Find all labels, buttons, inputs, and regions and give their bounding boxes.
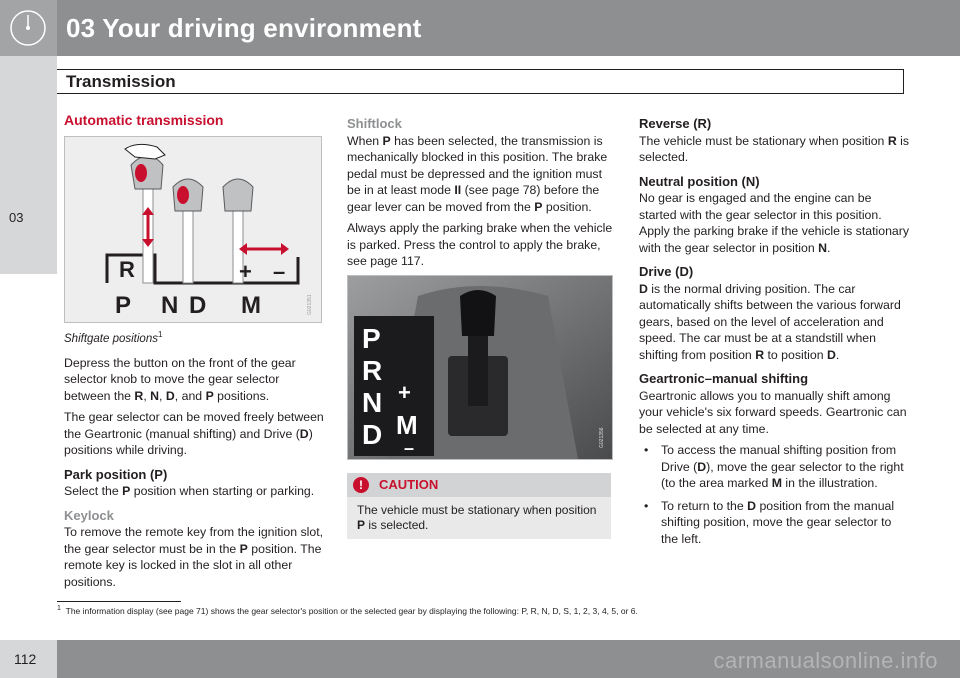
gear-selector-image <box>348 276 612 459</box>
shiftgate-illustration <box>64 136 322 323</box>
section-title: Transmission <box>66 72 176 91</box>
figure-code: G021351 <box>307 293 313 315</box>
chapter-number: 03 <box>9 210 24 225</box>
paragraph-neutral: No gear is engaged and the engine can be started with the gear selector in this position. Apply the parking brake if the vehicle is stationary with the gear selector in position N. <box>639 191 909 255</box>
watermark: carmanualsonline.info <box>713 648 938 673</box>
section-bar <box>57 69 904 94</box>
footnote-number: 1 <box>57 605 61 612</box>
paragraph-shiftlock: When P has been selected, the transmission is mechanically blocked in this position. The brake pedal must be depressed and the ignition must be in at least mode II (see page 78) before the gear lever can be moved from the P position. <box>347 133 608 214</box>
section-drive <box>639 264 909 363</box>
photo-label-p: P <box>362 322 381 354</box>
column-3 <box>639 112 909 553</box>
gate-label-minus: – <box>273 258 286 284</box>
paragraph-park: Select the P position when starting or parking. <box>64 484 315 499</box>
list-item: • To access the manual shifting position from Drive (D), move the gear selector to the right (to the area marked M in the illustration. <box>639 442 909 492</box>
heading-geartronic: Geartronic–manual shifting <box>639 371 809 386</box>
section-geartronic <box>639 371 909 547</box>
list-item: • To return to the D position from the manual shifting position, move the gear selector to the left. <box>639 498 909 548</box>
warning-icon: ! <box>353 477 369 493</box>
gate-label-plus: + <box>239 258 252 284</box>
page-number-box <box>0 640 57 678</box>
section-park <box>64 467 326 500</box>
section-neutral <box>639 174 909 257</box>
paragraph-geartronic: Geartronic allows you to manually shift among your vehicle's six forward speeds. Geartronic can be selected at any time. <box>639 388 907 436</box>
speedometer-icon <box>0 0 57 56</box>
photo-label-r: R <box>362 354 383 386</box>
footnote <box>57 605 638 616</box>
heading-neutral: Neutral position (N) <box>639 173 760 189</box>
paragraph-reverse: The vehicle must be stationary when position R is selected. <box>639 133 910 164</box>
heading-automatic-transmission: Automatic transmission <box>64 112 224 128</box>
chapter-title: 03 Your driving environment <box>66 13 422 43</box>
paragraph-keylock: To remove the remote key from the ignition slot, the gear selector must be in the P position. The remote key is locked in the slot in all other positions. <box>64 525 324 589</box>
heading-reverse: Reverse (R) <box>639 116 712 131</box>
paragraph-geartronic-drive: The gear selector can be moved freely between the Geartronic (manual shifting) and Drive (D) positions while driving. <box>64 410 324 458</box>
gate-label-r: R <box>119 256 135 282</box>
caution-header <box>347 473 611 497</box>
section-keylock <box>64 508 326 591</box>
photo-label-plus: + <box>398 379 411 405</box>
figure-code: G021356 <box>599 426 605 448</box>
footnote-divider <box>57 601 181 602</box>
heading-park: Park position (P) <box>64 466 168 482</box>
paragraph-gear-selector: Depress the button on the front of the gear selector knob to move the gear selector between the R, N, D, and P positions. <box>64 355 296 403</box>
gate-label-d: D <box>189 291 207 319</box>
shiftgate-diagram <box>65 137 321 322</box>
footnote-text: The information display (see page 71) shows the gear selector's position or the selected gear by displaying the following: P, R, N, D, S, 1, 2, 3, 4, 5, or 6. <box>65 605 638 616</box>
caution-text: The vehicle must be stationary when position P is selected. <box>357 502 597 532</box>
figure-caption: Shiftgate positions$^1$ <box>64 329 163 345</box>
chapter-tab <box>0 56 57 274</box>
paragraph-parking-brake: Always apply the parking brake when the vehicle is parked. Press the control to apply the brake, see page 117. <box>347 221 613 268</box>
section-reverse <box>639 116 909 166</box>
column-2 <box>347 112 617 539</box>
gate-label-p: P <box>115 291 132 319</box>
gate-label-n: N <box>161 291 179 319</box>
photo-label-m: M <box>396 409 418 440</box>
photo-label-minus: – <box>404 437 415 458</box>
paragraph-drive: D is the normal driving position. The car automatically shifts between the various forward gears, based on the level of acceleration and speed. The car must be at a standstill when shifting from position R to position D. <box>639 281 901 362</box>
heading-keylock: Keylock <box>64 507 114 523</box>
geartronic-list <box>639 442 909 547</box>
footnote-ref: 1 <box>157 329 163 339</box>
heading-shiftlock: Shiftlock <box>347 116 402 131</box>
photo-label-d: D <box>362 418 383 450</box>
column-1 <box>64 112 326 595</box>
header-band <box>0 0 960 56</box>
gate-label-m: M <box>241 291 261 319</box>
photo-label-n: N <box>362 386 383 418</box>
caution-box <box>347 473 611 539</box>
page-number: 112 <box>14 651 37 667</box>
heading-drive: Drive (D) <box>639 264 694 279</box>
footer-band <box>0 640 960 678</box>
caution-title: CAUTION <box>379 476 439 492</box>
gear-selector-photo <box>347 275 613 460</box>
